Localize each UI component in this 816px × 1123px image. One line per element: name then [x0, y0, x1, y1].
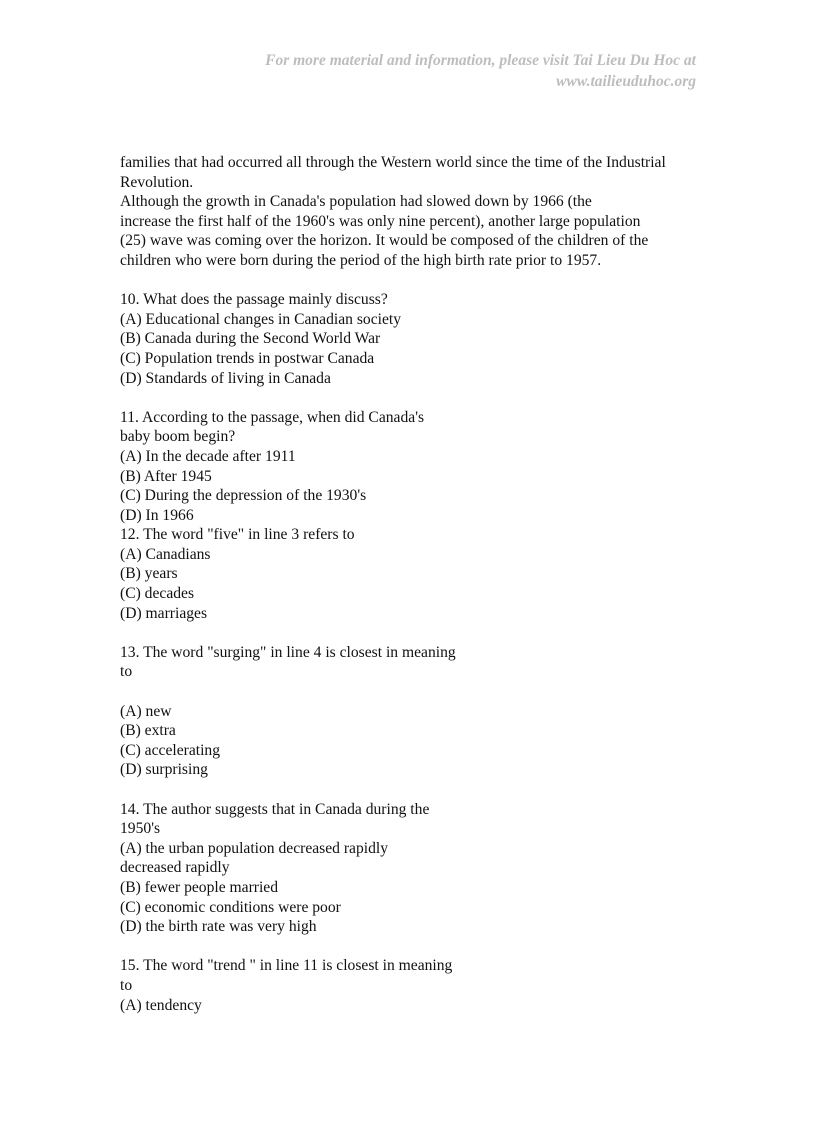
watermark-line-1: For more material and information, please visit Tai Lieu Du Hoc at [265, 52, 696, 69]
answer-option: (B) Canada during the Second World War [120, 330, 381, 348]
document-body [120, 153, 720, 1015]
passage-line: increase the first half of the 1960's was only nine percent), another large population [120, 212, 641, 230]
spacer [120, 682, 720, 702]
passage-line: children who were born during the period of the high birth rate prior to 1957. [120, 251, 602, 269]
answer-option: (D) marriages [120, 604, 208, 622]
question-12 [120, 525, 720, 623]
answer-option: (D) the birth rate was very high [120, 918, 317, 936]
question-prompt: 11. According to the passage, when did Canada's [120, 408, 425, 426]
answer-option: (C) decades [120, 585, 195, 603]
passage [120, 153, 720, 271]
answer-option: (B) extra [120, 722, 176, 740]
question-10 [120, 290, 720, 388]
question-prompt: 12. The word "five" in line 3 refers to [120, 526, 355, 544]
question-prompt: 13. The word "surging" in line 4 is closest in meaning [120, 643, 456, 661]
answer-option: (A) Canadians [120, 545, 211, 563]
question-15 [120, 956, 720, 1015]
answer-option: (B) years [120, 565, 178, 583]
spacer [120, 937, 720, 957]
question-prompt: baby boom begin? [120, 428, 236, 446]
question-11 [120, 408, 720, 526]
answer-option: (A) new [120, 702, 172, 720]
passage-line: (25) wave was coming over the horizon. It would be composed of the children of the [120, 232, 649, 250]
question-prompt: to [120, 663, 133, 681]
passage-line: Revolution. [120, 173, 194, 191]
answer-option: (C) During the depression of the 1930's [120, 487, 367, 505]
question-prompt: 1950's [120, 820, 161, 838]
answer-option: (A) the urban population decreased rapidly [120, 839, 389, 857]
question-14 [120, 800, 720, 937]
question-prompt: 10. What does the passage mainly discuss? [120, 291, 388, 309]
answer-option: (C) economic conditions were poor [120, 898, 341, 916]
answer-option: (B) fewer people married [120, 878, 279, 896]
watermark-line-2: www.tailieuduhoc.org [556, 73, 696, 90]
answer-option: (D) In 1966 [120, 506, 194, 524]
answer-option: (A) tendency [120, 996, 202, 1014]
answer-option: decreased rapidly [120, 859, 230, 877]
spacer [120, 780, 720, 800]
answer-option: (C) Population trends in postwar Canada [120, 349, 375, 367]
answer-option: (A) Educational changes in Canadian society [120, 310, 402, 328]
passage-line: Although the growth in Canada's population had slowed down by 1966 (the [120, 193, 592, 211]
answer-option: (D) Standards of living in Canada [120, 369, 331, 387]
answer-option: (D) surprising [120, 761, 208, 779]
answer-option: (A) In the decade after 1911 [120, 447, 296, 465]
watermark-header [265, 50, 696, 92]
answer-option: (B) After 1945 [120, 467, 212, 485]
question-prompt: 15. The word "trend " in line 11 is closest in meaning [120, 957, 453, 975]
question-prompt: 14. The author suggests that in Canada during the [120, 800, 430, 818]
question-prompt: to [120, 976, 133, 994]
question-13 [120, 643, 720, 780]
spacer [120, 271, 720, 291]
spacer [120, 388, 720, 408]
passage-line: families that had occurred all through the Western world since the time of the Industrial [120, 154, 666, 171]
answer-option: (C) accelerating [120, 741, 220, 759]
spacer [120, 623, 720, 643]
